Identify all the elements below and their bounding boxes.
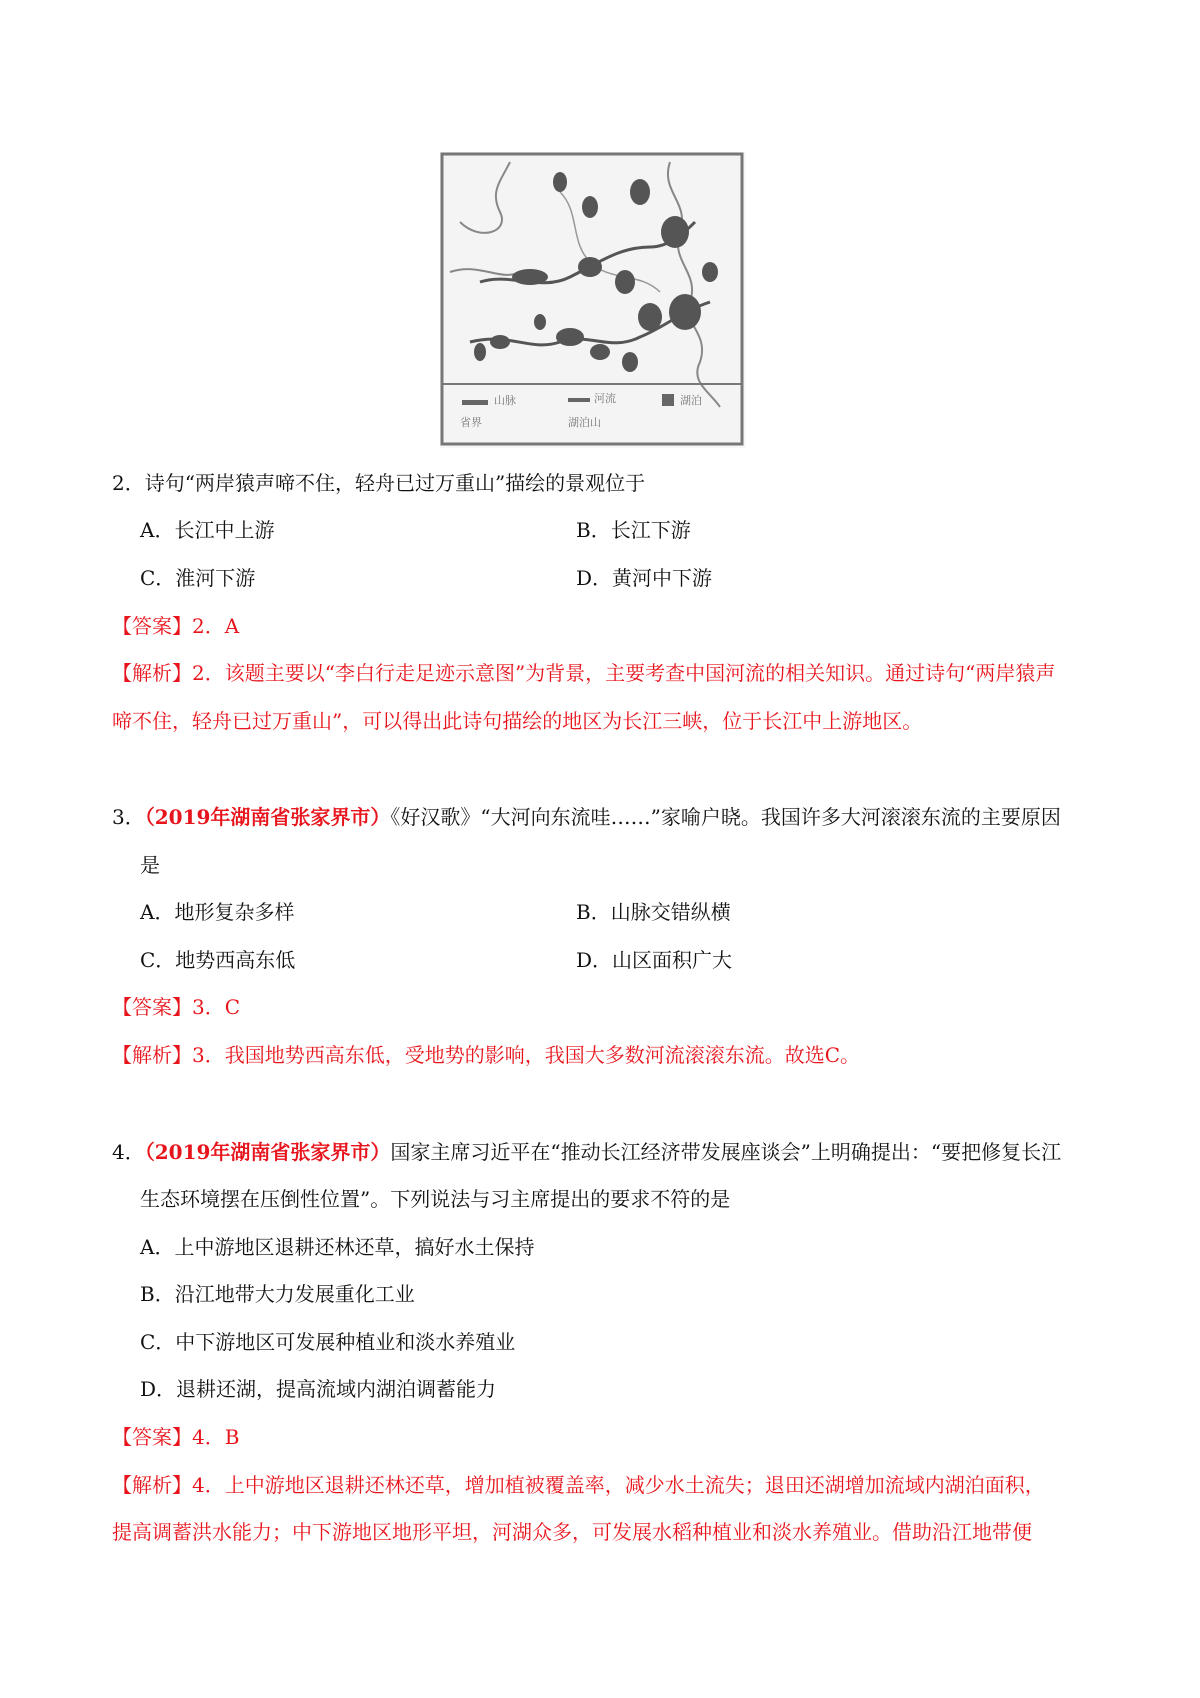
legend-label-lake-mountain: 湖泊山 [568, 416, 601, 429]
q4-number: 4． [112, 1140, 145, 1164]
q2-option-a: A．长江中上游 [140, 518, 275, 542]
q3-analysis-line1 [112, 1040, 860, 1070]
q3-stem-line1 [112, 802, 1061, 832]
q4-stem-text1: 国家主席习近平在“推动长江经济带发展座谈会”上明确提出：“要把修复长江 [390, 1140, 1062, 1164]
q4-option-b: B．沿江地带大力发展重化工业 [140, 1282, 415, 1306]
q4-option-c: C．中下游地区可发展种植业和淡水养殖业 [140, 1330, 516, 1354]
q4-source: （2019年湖南省张家界市） [144, 1140, 391, 1164]
q4-option-d: D．退耕还湖，提高流域内湖泊调蓄能力 [140, 1377, 497, 1401]
q2-answer [112, 611, 239, 641]
q3-answer-value: 3．C [192, 995, 241, 1019]
q2-option-b: B．长江下游 [576, 518, 691, 542]
q2-option-d: D．黄河中下游 [576, 566, 713, 590]
q4-stem-line1 [112, 1137, 1061, 1167]
q2-answer-tag: 【答案】 [112, 614, 192, 638]
route-map-figure [440, 152, 746, 448]
q4-analysis-tag: 【解析】 [112, 1473, 192, 1497]
q3-option-d: D．山区面积广大 [576, 948, 733, 972]
q3-option-b: B．山脉交错纵横 [576, 900, 731, 924]
q2-analysis-line1 [112, 658, 1055, 688]
q2-analysis-line2: 啼不住，轻舟已过万重山”，可以得出此诗句描绘的地区为长江三峡，位于长江中上游地区。 [112, 709, 923, 733]
q4-answer-tag: 【答案】 [112, 1425, 192, 1449]
q3-stem-text1: 《好汉歌》“大河向东流哇……”家喻户晓。我国许多大河滚滚东流的主要原因 [390, 805, 1061, 829]
q4-answer-value: 4．B [192, 1425, 240, 1449]
q2-number: 2． [112, 471, 145, 495]
q2-analysis-text1: 2．该题主要以“李白行走足迹示意图”为背景，主要考查中国河流的相关知识。通过诗句“两岸猿声 [192, 661, 1056, 685]
q3-answer-tag: 【答案】 [112, 995, 192, 1019]
legend-label-border: 省界 [460, 416, 482, 429]
q3-analysis-text1: 3．我国地势西高东低，受地势的影响，我国大多数河流滚滚东流。故选C。 [192, 1043, 861, 1067]
q4-analysis-text1: 4．上中游地区退耕还林还草，增加植被覆盖率，减少水土流失；退田还湖增加流域内湖泊面积， [192, 1473, 1045, 1497]
q2-stem-line [112, 468, 645, 498]
q4-stem-line2: 生态环境摆在压倒性位置”。下列说法与习主席提出的要求不符的是 [140, 1187, 731, 1211]
q4-analysis-line1 [112, 1470, 1045, 1500]
q3-source: （2019年湖南省张家界市） [144, 805, 391, 829]
q2-answer-value: 2．A [192, 614, 240, 638]
q4-answer [112, 1422, 239, 1452]
q3-option-a: A．地形复杂多样 [140, 900, 295, 924]
q2-analysis-tag: 【解析】 [112, 661, 192, 685]
legend-label-river: 河流 [594, 392, 616, 405]
q3-stem-line2: 是 [140, 853, 160, 877]
legend-label-lake: 湖泊 [680, 394, 702, 407]
q4-option-a: A．上中游地区退耕还林还草，搞好水土保持 [140, 1235, 535, 1259]
q3-option-c: C．地势西高东低 [140, 948, 296, 972]
q3-analysis-tag: 【解析】 [112, 1043, 192, 1067]
q2-stem: 诗句“两岸猿声啼不住，轻舟已过万重山”描绘的景观位于 [144, 471, 646, 495]
q4-analysis-line2: 提高调蓄洪水能力；中下游地区地形平坦，河湖众多，可发展水稻种植业和淡水养殖业。借助沿江地带便 [112, 1520, 1032, 1544]
q3-number: 3． [112, 805, 145, 829]
q2-option-c: C．淮河下游 [140, 566, 256, 590]
q3-answer [112, 992, 240, 1022]
legend-label-mountain: 山脉 [494, 394, 516, 407]
